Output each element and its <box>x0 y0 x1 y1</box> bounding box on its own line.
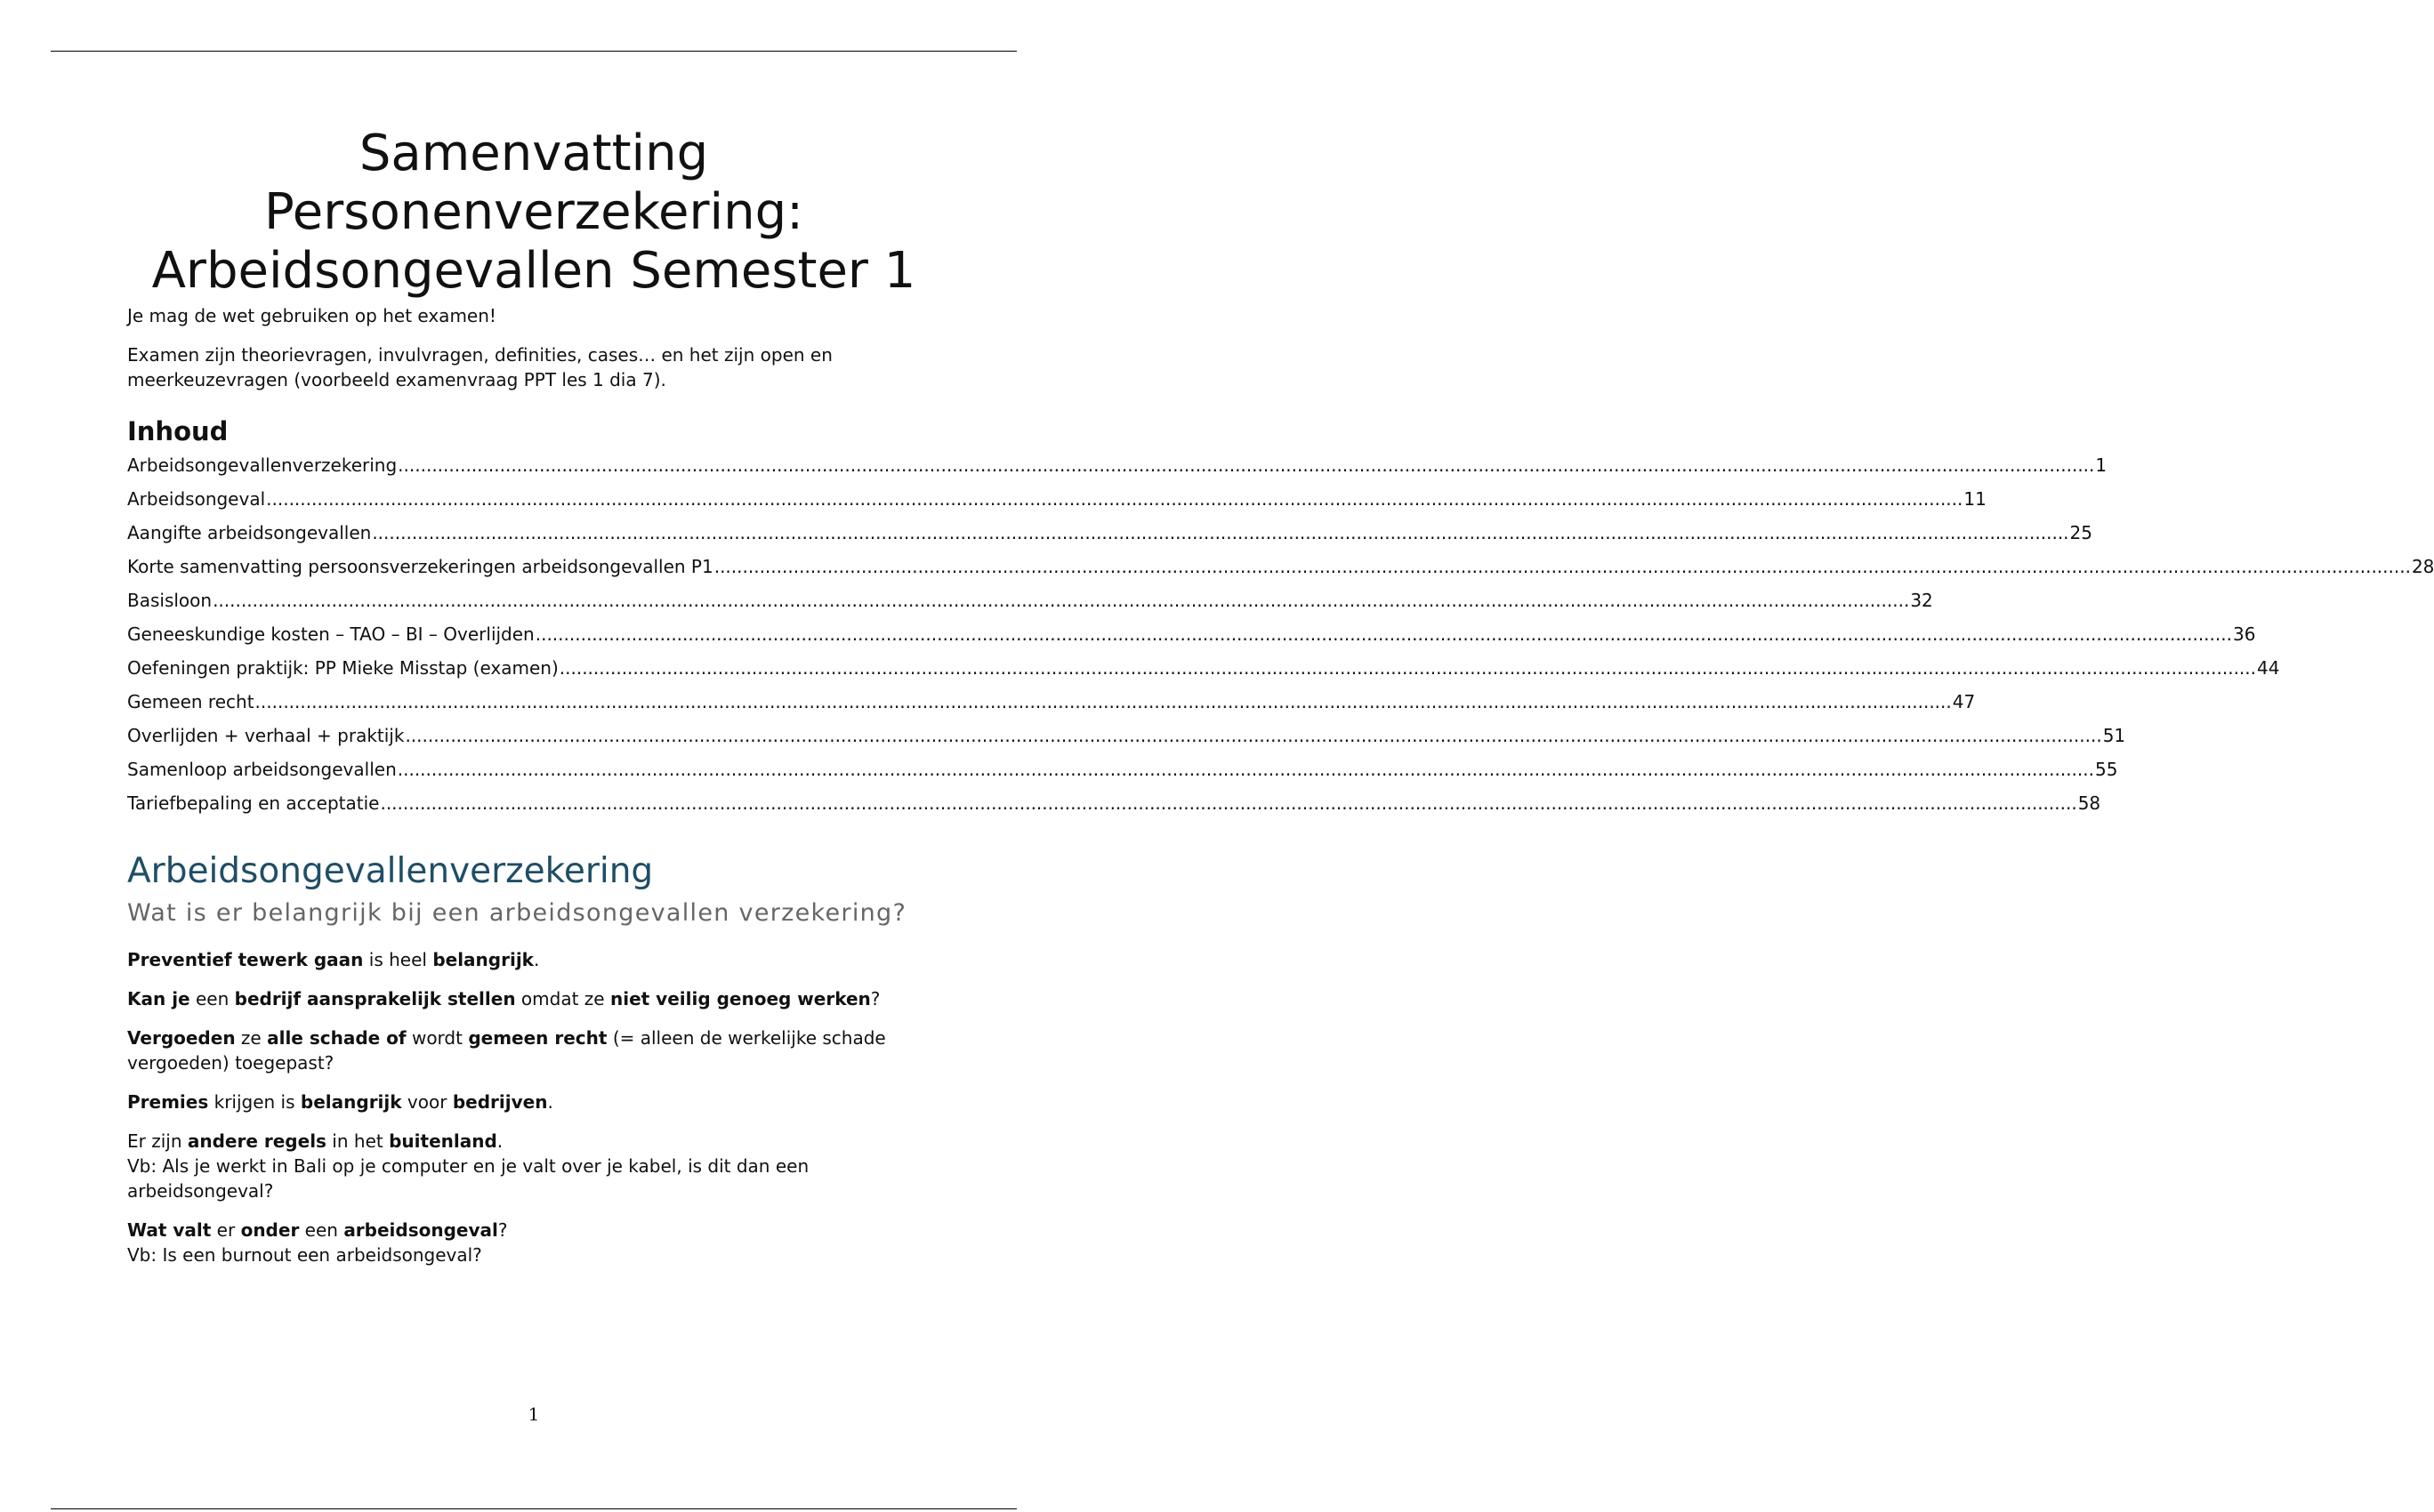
toc-entry-label: Overlijden + verhaal + praktijk <box>127 725 405 746</box>
toc-entry-page: 44 <box>2257 657 2280 679</box>
toc-entry-label: Gemeen recht <box>127 691 254 712</box>
toc-entry-label: Geneeskundige kosten – TAO – BI – Overlijden <box>127 623 535 645</box>
toc-leader-dots: ............................................................................................................................................................................................................................................................................................................ <box>535 623 2232 645</box>
toc-entry-page: 55 <box>2094 759 2118 780</box>
toc-entry-page: 1 <box>2095 454 2108 476</box>
toc-leader-dots: ............................................................................................................................................................................................................................................................................................................ <box>254 691 1952 712</box>
title-line-2: Personenverzekering: <box>264 183 803 241</box>
toc-entry[interactable] <box>127 487 1987 520</box>
document-body <box>127 125 2434 1267</box>
paragraph-preventief: Preventief tewerk gaan is heel belangrijk. <box>127 949 540 970</box>
toc-entry-page: 32 <box>1910 590 1933 611</box>
title-line-3: Arbeidsongevallen Semester 1 <box>151 242 916 300</box>
title-line-1: Samenvatting <box>359 125 709 182</box>
toc-leader-dots: ............................................................................................................................................................................................................................................................................................................ <box>559 657 2256 679</box>
toc-leader-dots: ............................................................................................................................................................................................................................................................................................................ <box>398 454 2095 476</box>
toc-entry[interactable] <box>127 723 2126 757</box>
toc-entry[interactable] <box>127 453 2108 487</box>
intro-paragraph-2: Examen zijn theorievragen, invulvragen, definities, cases… en het zijn open en meerkeuzevragen (voorbeeld examenvraag PPT les 1 dia 7). <box>127 344 833 390</box>
toc-entry-label: Basisloon <box>127 590 213 611</box>
toc-entry[interactable] <box>127 689 1976 723</box>
paragraph-premies: Premies krijgen is belangrijk voor bedrijven. <box>127 1091 553 1113</box>
subsection-heading: Wat is er belangrijk bij een arbeidsongevallen verzekering? <box>127 899 907 927</box>
top-rule <box>51 51 1017 52</box>
toc-entry-label: Aangifte arbeidsongevallen <box>127 522 372 543</box>
table-of-contents <box>127 453 2434 824</box>
toc-leader-dots: ............................................................................................................................................................................................................................................................................................................ <box>397 759 2094 780</box>
toc-entry-label: Arbeidsongevallenverzekering <box>127 454 398 476</box>
toc-entry-label: Korte samenvatting persoonsverzekeringen arbeidsongevallen P1 <box>127 556 713 577</box>
toc-leader-dots: ............................................................................................................................................................................................................................................................................................................ <box>266 488 1963 510</box>
toc-leader-dots: ............................................................................................................................................................................................................................................................................................................ <box>380 792 2077 814</box>
toc-entry[interactable] <box>127 757 2118 791</box>
toc-entry[interactable] <box>127 655 2280 689</box>
toc-heading: Inhoud <box>127 416 229 446</box>
toc-entry[interactable] <box>127 520 2092 554</box>
toc-leader-dots: ............................................................................................................................................................................................................................................................................................................ <box>213 590 1910 611</box>
toc-leader-dots: ............................................................................................................................................................................................................................................................................................................ <box>372 522 2069 543</box>
toc-entry-label: Tariefbepaling en acceptatie <box>127 792 380 814</box>
toc-entry-page: 28 <box>2411 556 2434 577</box>
toc-entry-page: 36 <box>2232 623 2256 645</box>
toc-entry-label: Arbeidsongeval <box>127 488 266 510</box>
toc-entry[interactable] <box>127 622 2256 655</box>
page-number: 1 <box>528 1403 540 1425</box>
example-burnout: Vb: Is een burnout een arbeidsongeval? <box>127 1244 482 1266</box>
paragraph-buitenland: Er zijn andere regels in het buitenland. Vb: Als je werkt in Bali op je computer en je valt over je kabel, is dit dan een arbeidsongeval? <box>127 1130 810 1202</box>
toc-entry-label: Oefeningen praktijk: PP Mieke Misstap (examen) <box>127 657 559 679</box>
toc-entry[interactable] <box>127 554 2434 588</box>
toc-entry[interactable] <box>127 791 2101 824</box>
toc-entry-page: 25 <box>2069 522 2092 543</box>
paragraph-arbeidsongeval: Wat valt er onder een arbeidsongeval? Vb: Is een burnout een arbeidsongeval? <box>127 1219 508 1266</box>
toc-entry-page: 51 <box>2102 725 2126 746</box>
document-title <box>127 125 940 301</box>
toc-leader-dots: ............................................................................................................................................................................................................................................................................................................ <box>713 556 2411 577</box>
toc-entry-label: Samenloop arbeidsongevallen <box>127 759 397 780</box>
toc-entry-page: 47 <box>1952 691 1976 712</box>
intro-paragraph-1: Je mag de wet gebruiken op het examen! <box>127 305 496 326</box>
section-heading: Arbeidsongevallenverzekering <box>127 851 654 891</box>
toc-entry-page: 58 <box>2077 792 2101 814</box>
bottom-rule <box>51 1508 1017 1509</box>
toc-entry-page: 11 <box>1963 488 1987 510</box>
paragraph-vergoeden: Vergoeden ze alle schade of wordt gemeen recht (= alleen de werkelijke schade vergoeden) toegepast? <box>127 1027 886 1074</box>
example-bali: Vb: Als je werkt in Bali op je computer en je valt over je kabel, is dit dan een arbeidsongeval? <box>127 1155 810 1202</box>
paragraph-aansprakelijk: Kan je een bedrijf aansprakelijk stellen omdat ze niet veilig genoeg werken? <box>127 988 881 1009</box>
toc-entry[interactable] <box>127 588 1933 622</box>
toc-leader-dots: ............................................................................................................................................................................................................................................................................................................ <box>405 725 2102 746</box>
